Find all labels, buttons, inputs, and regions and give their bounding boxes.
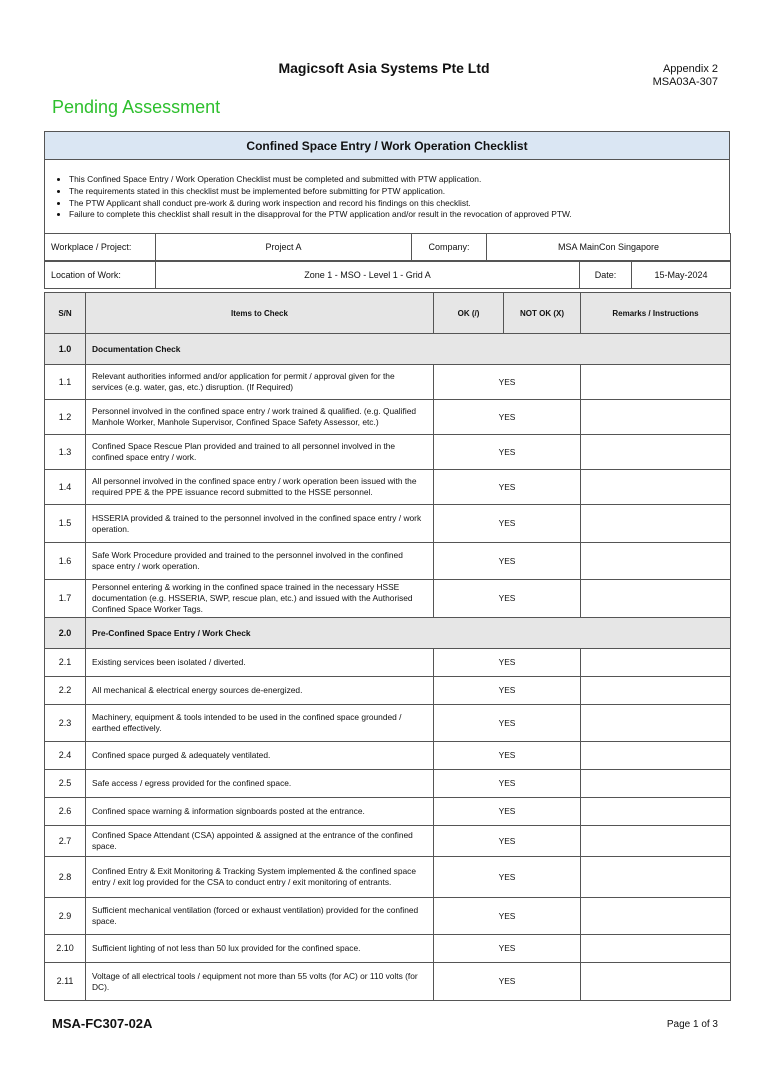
item-remarks — [581, 826, 731, 857]
workplace-row — [45, 234, 731, 261]
item-number: 1.1 — [45, 365, 86, 400]
company-name: Magicsoft Asia Systems Pte Ltd — [278, 60, 490, 76]
section-number: 1.0 — [45, 334, 86, 365]
item-remarks — [581, 898, 731, 935]
item-text: Existing services been isolated / diverted. — [86, 649, 434, 677]
item-text: Confined Space Rescue Plan provided and trained to all personnel involved in the confined space entry / work. — [86, 435, 434, 470]
item-remarks — [581, 470, 731, 505]
item-number: 2.5 — [45, 770, 86, 798]
checklist-row — [45, 898, 731, 935]
col-sn: S/N — [45, 293, 86, 334]
checklist-row — [45, 857, 731, 898]
item-remarks — [581, 435, 731, 470]
item-number: 2.4 — [45, 742, 86, 770]
item-number: 2.1 — [45, 649, 86, 677]
appendix-label — [653, 63, 718, 89]
item-remarks — [581, 742, 731, 770]
item-remarks — [581, 649, 731, 677]
item-remarks — [581, 963, 731, 1001]
item-text: Personnel involved in the confined space entry / work trained & qualified. (e.g. Qualified Manhole Worker, Manhole Supervisor, Confined Space Safety Assessor, etc.) — [86, 400, 434, 435]
checklist-row — [45, 400, 731, 435]
checklist-row — [45, 505, 731, 543]
checklist-row — [45, 543, 731, 580]
appendix-number: Appendix 2 — [662, 63, 718, 75]
item-remarks — [581, 580, 731, 618]
location-value: Zone 1 - MSO - Level 1 - Grid A — [156, 262, 580, 289]
checklist-title: Confined Space Entry / Work Operation Checklist — [44, 131, 730, 160]
item-remarks — [581, 400, 731, 435]
section-number: 2.0 — [45, 618, 86, 649]
item-number: 1.5 — [45, 505, 86, 543]
checklist-row — [45, 826, 731, 857]
item-remarks — [581, 935, 731, 963]
col-not-ok: NOT OK (X) — [504, 293, 581, 334]
item-status: YES — [434, 580, 581, 618]
checklist-header-row — [45, 293, 731, 334]
item-text: Safe access / egress provided for the confined space. — [86, 770, 434, 798]
item-status: YES — [434, 400, 581, 435]
location-info-table — [44, 261, 731, 289]
item-number: 1.4 — [45, 470, 86, 505]
item-remarks — [581, 705, 731, 742]
item-status: YES — [434, 705, 581, 742]
item-text: Machinery, equipment & tools intended to be used in the confined space grounded / earthed effectively. — [86, 705, 434, 742]
item-number: 1.7 — [45, 580, 86, 618]
item-number: 1.2 — [45, 400, 86, 435]
checklist-row — [45, 798, 731, 826]
workplace-label: Workplace / Project: — [45, 234, 156, 261]
checklist-row — [45, 365, 731, 400]
section-title: Pre-Confined Space Entry / Work Check — [86, 618, 731, 649]
item-number: 2.9 — [45, 898, 86, 935]
item-number: 2.6 — [45, 798, 86, 826]
item-status: YES — [434, 649, 581, 677]
section-row — [45, 618, 731, 649]
item-remarks — [581, 857, 731, 898]
col-items: Items to Check — [86, 293, 434, 334]
item-text: Confined Space Attendant (CSA) appointed & assigned at the entrance of the confined space. — [86, 826, 434, 857]
item-text: Safe Work Procedure provided and trained to the personnel involved in the confined space entry / work operation. — [86, 543, 434, 580]
checklist-row — [45, 935, 731, 963]
checklist-row — [45, 705, 731, 742]
checklist-row — [45, 649, 731, 677]
item-remarks — [581, 365, 731, 400]
instructions-list — [55, 174, 729, 221]
item-text: HSSERIA provided & trained to the personnel involved in the confined space entry / work operation. — [86, 505, 434, 543]
item-status: YES — [434, 857, 581, 898]
location-row — [45, 262, 731, 289]
item-status: YES — [434, 677, 581, 705]
company-label: Company: — [412, 234, 487, 261]
col-ok: OK (/) — [434, 293, 504, 334]
instruction-item: • Failure to complete this checklist shall result in the disapproval for the PTW application and/or result in the revocation of approved PTW. — [69, 209, 729, 221]
location-label: Location of Work: — [45, 262, 156, 289]
section-row — [45, 334, 731, 365]
form-code: MSA-FC307-02A — [52, 1016, 153, 1031]
instructions-box — [44, 159, 730, 234]
item-remarks — [581, 677, 731, 705]
checklist-row — [45, 770, 731, 798]
instruction-item: • The PTW Applicant shall conduct pre-work & during work inspection and record his findings on this checklist. — [69, 198, 729, 210]
document-code: MSA03A-307 — [652, 76, 718, 88]
item-number: 1.3 — [45, 435, 86, 470]
item-remarks — [581, 543, 731, 580]
workplace-value: Project A — [156, 234, 412, 261]
item-text: Sufficient mechanical ventilation (forced or exhaust ventilation) provided for the confined space. — [86, 898, 434, 935]
item-status: YES — [434, 470, 581, 505]
item-status: YES — [434, 770, 581, 798]
checklist-row — [45, 742, 731, 770]
checklist-row — [45, 963, 731, 1001]
item-text: Voltage of all electrical tools / equipment not more than 55 volts (for AC) or 110 volts (for DC). — [86, 963, 434, 1001]
item-remarks — [581, 505, 731, 543]
item-status: YES — [434, 365, 581, 400]
item-number: 2.7 — [45, 826, 86, 857]
checklist-table — [44, 292, 731, 1001]
item-text: Confined space purged & adequately ventilated. — [86, 742, 434, 770]
item-status: YES — [434, 505, 581, 543]
checklist-row — [45, 435, 731, 470]
checklist-row — [45, 580, 731, 618]
company-value: MSA MainCon Singapore — [487, 234, 731, 261]
item-status: YES — [434, 935, 581, 963]
item-remarks — [581, 798, 731, 826]
item-text: Personnel entering & working in the confined space trained in the necessary HSSE documentation (e.g. HSSERIA, SWP, rescue plan, etc.) and issued with the Authorised Confined Space Worker Tags. — [86, 580, 434, 618]
item-number: 2.3 — [45, 705, 86, 742]
item-text: Confined space warning & information signboards posted at the entrance. — [86, 798, 434, 826]
item-status: YES — [434, 826, 581, 857]
item-status: YES — [434, 543, 581, 580]
item-number: 2.8 — [45, 857, 86, 898]
assessment-status: Pending Assessment — [52, 97, 221, 117]
item-status: YES — [434, 435, 581, 470]
col-remarks: Remarks / Instructions — [581, 293, 731, 334]
instruction-item: • This Confined Space Entry / Work Operation Checklist must be completed and submitted with PTW application. — [69, 174, 729, 186]
section-title: Documentation Check — [86, 334, 731, 365]
date-value: 15-May-2024 — [632, 262, 731, 289]
checklist-row — [45, 677, 731, 705]
item-status: YES — [434, 898, 581, 935]
page-number: Page 1 of 3 — [666, 1019, 718, 1030]
date-label: Date: — [580, 262, 632, 289]
item-text: Sufficient lighting of not less than 50 lux provided for the confined space. — [86, 935, 434, 963]
item-status: YES — [434, 963, 581, 1001]
checklist-row — [45, 470, 731, 505]
item-status: YES — [434, 742, 581, 770]
item-text: Relevant authorities informed and/or application for permit / approval given for the services (e.g. water, gas, etc.) disruption. (If Required) — [86, 365, 434, 400]
project-info-table — [44, 233, 731, 261]
item-text: All personnel involved in the confined space entry / work operation been issued with the required PPE & the PPE issuance record submitted to the HSSE personnel. — [86, 470, 434, 505]
item-number: 2.11 — [45, 963, 86, 1001]
item-text: All mechanical & electrical energy sources de-energized. — [86, 677, 434, 705]
item-number: 1.6 — [45, 543, 86, 580]
item-number: 2.10 — [45, 935, 86, 963]
item-status: YES — [434, 798, 581, 826]
item-number: 2.2 — [45, 677, 86, 705]
item-remarks — [581, 770, 731, 798]
item-text: Confined Entry & Exit Monitoring & Tracking System implemented & the confined space entry / exit log provided for the CSA to conduct entry / exit monitoring of entrants. — [86, 857, 434, 898]
instruction-item: • The requirements stated in this checklist must be implemented before submitting for PTW application. — [69, 186, 729, 198]
